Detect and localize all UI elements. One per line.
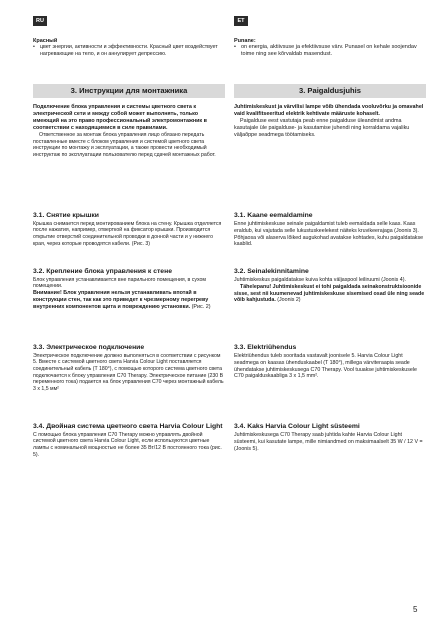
subsection-text-3-4-ru: С помощью блока управления C70 Therapy можно управлять двойной системой цветного света Harvia Colour Light, если используются цветные лампы с номинальной мощностью не более 35 Вт/12 В постоянного тока (рис. 5). [33,431,222,458]
subsection-text-3-4-et: Juhtimiskeskusega C70 Therapy saab juhtida kahte Harvia Colour Light süsteemi, kui kasutate lampe, mille nimiandmed on maksimaalselt 35 W / 12 V = (Joonis 5). [234,431,423,452]
subsection-3-4-ru [33,423,225,458]
subsection-3-4-et [234,423,426,452]
section-et [234,84,426,139]
intro-bold-ru: Подключение блока управления и системы цветного света к электрической сети и между собой может выполнять, только имеющий на это право профессиональный электромонтажник в соответствии с находящимися в силе правилами. [33,104,207,132]
section-ru [33,84,225,159]
color-title-et: Punane: [234,38,256,44]
language-tag-et: ET [234,16,248,26]
subsection-text-3-3-ru: Электрическое подключение должно выполняться в соответствии с рисунком 5. Вместе с системой цветного света Harvia Colour Light поставляется соединительный кабель (T 180°), с помощью которого система цветного света подключается к блоку управления C70 Therapy. Электрическое питание (230 В переменного тока) подается на блок управления C70 через монтажный кабель 3 x 1,5 мм² [33,352,224,393]
subsection-text-3-2-ru: Блок управления устанавливается вне парильного помещения, в сухом помещении. [33,276,206,290]
subsection-title-3-3-ru: 3.3. Электрическое подключение [33,344,145,351]
intro-text-et: Paigalduse eest vastutaja peab enne paigalduse üleandmist andma kasutajale üle paigalduse- ja kasutamise juhendi ning korraldama vajaliku väljaõppe seadmega töötamiseks. [234,118,410,139]
color-description-et [234,38,426,58]
subsection-title-3-2-ru: 3.2. Крепление блока управления к стене [33,268,172,275]
intro-text-ru: Ответственное за монтаж блока управления лицо обязано передать поставленные вместе с блоком управления и системой цветного света инструкции по монтажу и эксплуатации, а также провести необходимый инструктаж по эксплуатации пользователю перед сдачей монтажных работ. [33,132,216,159]
subsection-3-3-et [234,344,426,380]
subsection-title-3-1-ru: 3.1. Снятие крышки [33,212,99,219]
figure-ref-3-2-ru: (Рис. 2) [190,303,211,310]
page-number: 5 [413,605,418,614]
warning-text-ru: Внимание! Блок управления нельзя устанавливать впотай в конструкции стен, так как это приведет к чрезмерному перегреву внутренних компонентов щита и повреждению установки. [33,290,209,310]
section-title-et: 3. Paigaldusjuhis [234,84,426,98]
color-bullet-ru [33,44,225,58]
warning-text-et: Tähelepanu! Juhtimiskeskust ei tohi paigaldada seinakonstruktsioonide sisse, sest nii kuumenevad juhtimiskeskuse sisemised osad üle ning seade võib kahjustuda. [234,283,425,304]
subsection-3-1-et [234,212,426,248]
subsection-text-3-1-et: Enne juhtimiskeskuse seinale paigaldamist tuleb eemaldada selle kaas. Kaas eraldub, kui vajutada selle lukustuskeelekest näiteks kruvikeerajaga (Joonis 3). Põhjaosa või alaserva lõiked augukohad avatakse kohtades, kuhu paigaldatakse kaablid. [234,220,424,248]
color-bullet-text-et: on energia, aktiivsuse ja efektiivsuse värv. Punasel on kehale soojendav toime ning see kõrvaldab masendust. [241,44,417,58]
bullet-icon: • [234,44,236,50]
subsection-title-3-3-et: 3.3. Elektriühendus [234,344,297,351]
bullet-icon: • [33,44,35,50]
subsection-title-3-1-et: 3.1. Kaane eemaldamine [234,212,313,219]
figure-ref-3-2-et: (Joonis 2) [275,297,301,304]
subsection-title-3-2-et: 3.2. Seinalekinnitamine [234,268,309,275]
subsection-text-3-1-ru: Крышка снимается перед монтированием блока на стену. Крышка отделяется после нажатия, например, отверткой на фиксатор крышки. Производится открытие отверстий соединительной проводки в донной части и у нижнего края, через которые проводятся кабели. (Рис. 3) [33,220,222,247]
subsection-text-3-2-et: Juhtimiskeskus paigaldatakse kuiva kohta väljaspool leiliruumi (Joonis 4). [234,276,406,283]
language-tag-ru: RU [33,16,47,26]
subsection-3-2-et [234,268,426,304]
color-title-ru: Красный [33,38,58,44]
subsection-3-1-ru [33,212,225,247]
subsection-title-3-4-et: 3.4. Kaks Harvia Colour Light süsteemi [234,423,360,430]
color-bullet-text-ru: цвет энергии, активности и эффективности. Красный цвет воздействует нагревающие на тело, и он аннулирует депрессию. [40,44,218,57]
intro-bold-et: Juhtimiskeskust ja värvilisi lampe võib ühendada vooluvõrku ja omavahel vaid kvalifitseeritud elektrik kehtivate määruste kohaselt. [234,104,424,118]
subsection-text-3-3-et: Elektriühendus tuleb sooritada vastavalt joonisele 5. Harvia Colour Light seadmega on kaasas ühenduskaabel (T 180°), millega värviteraapia seade ühendatakse juhtimiskeskusega C70 Therapy. Vool tuuakse juhtimiskeskusele C70 paigalduskaabliga 3 x 1,5 mm². [234,352,417,380]
color-bullet-et [234,44,426,58]
color-description-ru [33,38,225,58]
subsection-3-2-ru [33,268,225,311]
subsection-3-3-ru [33,344,225,393]
section-title-ru: 3. Инструкции для монтажника [33,84,225,98]
subsection-title-3-4-ru: 3.4. Двойная система цветного света Harvia Colour Light [33,423,223,430]
